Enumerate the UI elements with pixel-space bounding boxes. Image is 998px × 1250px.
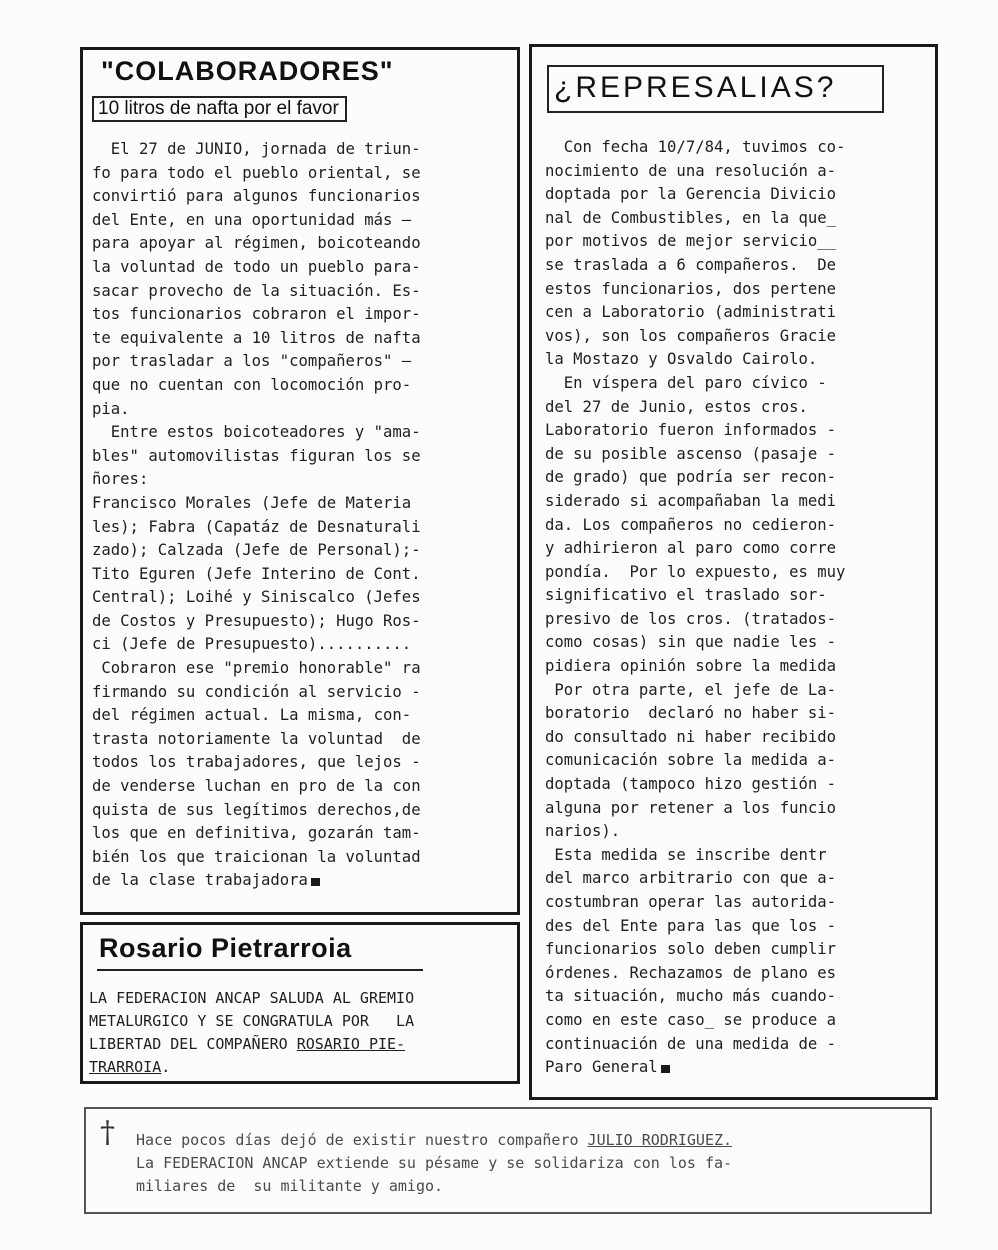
- pietrarroia-name-part-2: TRARROIA: [89, 1058, 162, 1076]
- colaboradores-body: [92, 138, 421, 893]
- obituary-line-1: Hace pocos días dejó de existir nuestro compañero: [136, 1131, 588, 1149]
- pietrarroia-name-part-1: ROSARIO PIE-: [296, 1035, 406, 1053]
- represalias-box: [529, 44, 938, 1100]
- pietrarroia-title: Rosario Pietrarroia: [99, 933, 352, 963]
- pietrarroia-line-2: METALURGICO Y SE CONGRATULA POR LA: [89, 1012, 415, 1030]
- pietrarroia-line-3: LIBERTAD DEL COMPAÑERO: [89, 1035, 297, 1053]
- pietrarroia-box: [80, 922, 520, 1084]
- obituary-name: JULIO RODRIGUEZ.: [587, 1131, 733, 1149]
- pietrarroia-body: [89, 987, 414, 1079]
- end-of-article-mark: [311, 878, 320, 886]
- colaboradores-title: "COLABORADORES": [101, 56, 394, 86]
- end-of-article-mark: [661, 1065, 670, 1073]
- pietrarroia-line-4-end: .: [161, 1058, 171, 1076]
- pietrarroia-line-1: LA FEDERACION ANCAP SALUDA AL GREMIO: [89, 989, 415, 1007]
- obituary-text: [136, 1129, 732, 1198]
- colaboradores-body-text: El 27 de JUNIO, jornada de triun- fo para todo el pueblo oriental, se convirtió para algunos funcionarios del Ente, en una oportunidad más — para apoyar al régimen, boicoteando la voluntad de todo un pueblo para- sacar provecho de la situación. Es- tos funcionarios cobraron el impor- te equivalente a 10 litros de nafta por trasladar a los "compañeros" — que no cuentan con locomoción pro- pia. Entre estos boicoteadores y "ama- bles" automovilistas figuran los se ñores: Francisco Morales (Jefe de Materia les); Fabra (Capatáz de Desnaturali zado); Calzada (Jefe de Personal);- Tito Eguren (Jefe Interino de Cont. Central); Loihé y Siniscalco (Jefes de Costos y Presupuesto); Hugo Ros- ci (Jefe de Presupuesto).......... Cobraron ese "premio honorable" ra firmando su condición al servicio - del régimen actual. La misma, con- trasta notoriamente la voluntad de todos los trabajadores, que lejos - de venderse luchan en pro de la con quista de sus legítimos derechos,de los que en definitiva, gozarán tam- bién los que traicionan la voluntad de la clase trabajadora: [92, 140, 421, 890]
- colaboradores-box: [80, 47, 520, 915]
- cross-icon: †: [100, 1115, 115, 1150]
- obituary-box: [84, 1107, 932, 1214]
- represalias-title: ¿REPRESALIAS?: [554, 71, 837, 104]
- represalias-body-text: Con fecha 10/7/84, tuvimos co- nocimiento de una resolución a- doptada por la Gerencia Divicio nal de Combustibles, en la que_ por motivos de mejor servicio__ se traslada a 6 compañeros. De estos funcionarios, dos pertene cen a Laboratorio (administrati vos), son los compañeros Gracie la Mostazo y Osvaldo Cairolo. En víspera del paro cívico - del 27 de Junio, estos cros. Laboratorio fueron informados - de su posible ascenso (pasaje - de grado) que podría ser recon- siderado si acompañaban la medi da. Los compañeros no cedieron- y adhirieron al paro como corre pondía. Por lo expuesto, es muy significativo el traslado sor- presivo de los cros. (tratados- como cosas) sin que nadie les - pidiera opinión sobre la medida Por otra parte, el jefe de La- boratorio declaró no haber si- do consultado ni haber recibido comunicación sobre la medida a- doptada (tampoco hizo gestión - alguna por retener a los funcio narios). Esta medida se inscribe dentr del marco arbitrario con que a- costumbran operar las autorida- des del Ente para las que los - funcionarios solo deben cumplir órdenes. Rechazamos de plano es ta situación, mucho más cuando- como en este caso_ se produce a continuación de una medida de - Paro General: [545, 138, 846, 1077]
- obituary-line-2: La FEDERACION ANCAP extiende su pésame y se solidariza con los fa-: [136, 1154, 733, 1172]
- pietrarroia-title-underline: [97, 969, 423, 971]
- obituary-line-3: miliares de su militante y amigo.: [136, 1177, 444, 1195]
- colaboradores-subtitle: 10 litros de nafta por el favor: [92, 96, 347, 122]
- represalias-body: [545, 136, 845, 1080]
